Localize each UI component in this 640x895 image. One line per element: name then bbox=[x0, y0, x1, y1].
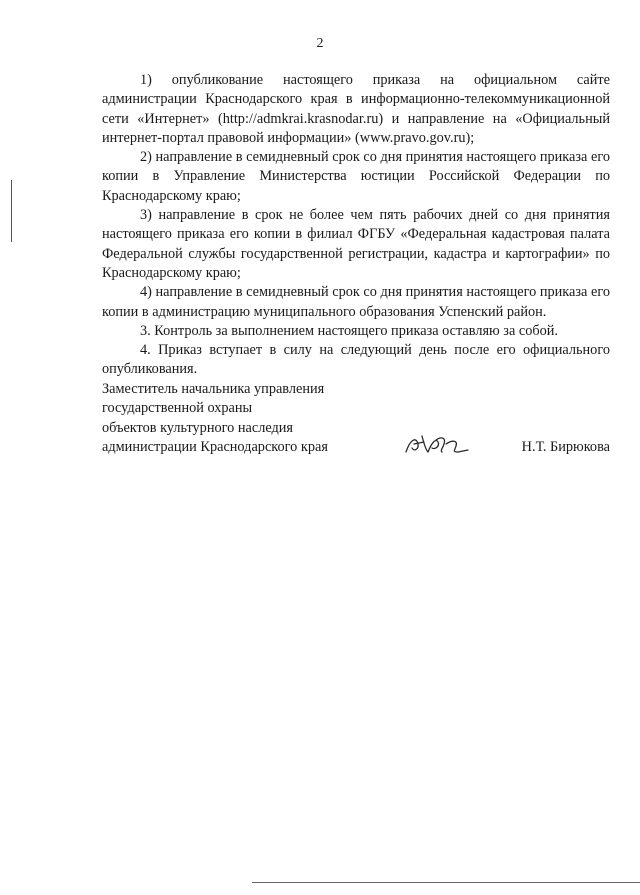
page-number: 2 bbox=[316, 36, 324, 51]
signatory-position-line-4: администрации Краснодарского края bbox=[102, 438, 328, 455]
signatory-position-line-3: объектов культурного наследия bbox=[102, 419, 293, 436]
paragraph-effective-date: 4. Приказ вступает в силу на следующий день после его официального опубликования. bbox=[102, 342, 610, 378]
paragraph-control: 3. Контроль за выполнением настоящего приказа оставляю за собой. bbox=[140, 322, 559, 339]
handwritten-signature bbox=[402, 430, 474, 458]
signature-block bbox=[102, 380, 610, 457]
signatory-name: Н.Т. Бирюкова bbox=[521, 438, 610, 455]
footer-rule bbox=[252, 882, 640, 883]
signatory-position-line-1: Заместитель начальника управления bbox=[102, 381, 325, 397]
signatory-position-line-2: государственной охраны bbox=[102, 400, 253, 417]
document-body bbox=[102, 71, 610, 380]
paragraph-item-4: 4) направление в семидневный срок со дня принятия настоящего приказа его копии в администрацию муниципального образования Успенский район. bbox=[102, 284, 610, 320]
margin-mark bbox=[11, 180, 12, 242]
paragraph-item-2: 2) направление в семидневный срок со дня принятия настоящего приказа его копии в Управление Министерства юстиции Российской Федерации по Краснодарскому краю; bbox=[102, 149, 610, 204]
paragraph-item-3: 3) направление в срок не более чем пять рабочих дней со дня принятия настоящего приказа его копии в филиал ФГБУ «Федеральная кадастровая палата Федеральной службы государственной регистрации, кадастра и картографии» по Краснодарскому краю; bbox=[102, 207, 610, 281]
paragraph-item-1: 1) опубликование настоящего приказа на официальном сайте администрации Краснодарского края в информационно-телекоммуникационной сети «Интернет» (http://admkrai.krasnodar.ru) и направление на «Официальный интернет-портал правовой информации» (www.pravo.gov.ru); bbox=[102, 72, 610, 146]
